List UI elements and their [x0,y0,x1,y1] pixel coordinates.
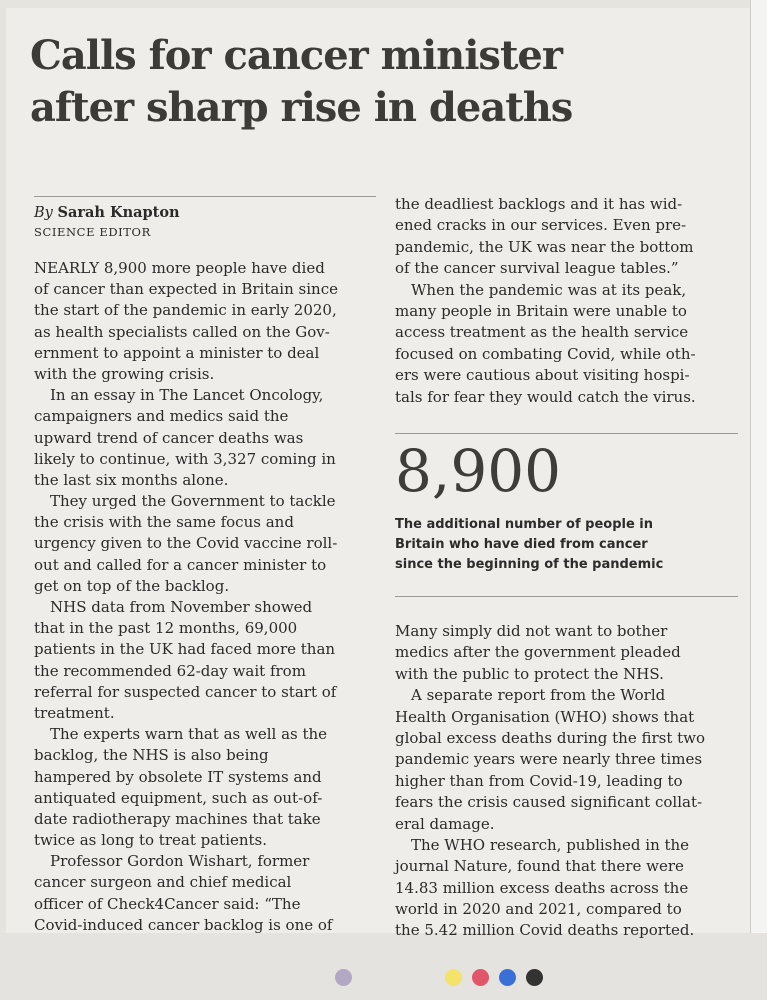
text-line: In an essay in The Lancet Oncology, [50,386,324,405]
byline [34,203,379,223]
author-role: SCIENCE EDITOR [34,225,151,239]
byline-divider [34,196,376,197]
text-line: the deadliest backlogs and it has wid- [395,195,683,213]
text-line: of cancer than expected in Britain since [34,280,338,299]
text-line: of the cancer survival league tables.” [395,259,679,278]
callout-number: 8,900 [395,437,562,505]
text-line: higher than from Covid-19, leading to [395,771,683,790]
text-line: Health Organisation (WHO) shows that [395,707,695,726]
text-line: tals for fear they would catch the virus. [395,387,696,406]
callout-bottom-divider [395,596,738,597]
text-line: the crisis with the same focus and [34,513,294,532]
headline [30,30,730,134]
text-line: with the growing crisis. [34,364,215,383]
text-line: campaigners and medics said the [34,407,289,426]
text-line: as health specialists called on the Gov- [34,322,330,341]
text-line: hampered by obsolete IT systems and [34,767,322,786]
text-line: The WHO research, published in the [411,835,690,854]
text-line: that in the past 12 months, 69,000 [34,619,298,638]
text-line: global excess deaths during the first two [395,728,706,747]
text-line: access treatment as the health service [395,323,689,342]
text-line: with the public to protect the NHS. [395,664,664,683]
text-line: ers were cautious about visiting hospi- [395,366,690,385]
callout-caption-line: Britain who have died from cancer [395,537,648,552]
text-line: NHS data from November showed [50,598,313,616]
registration-dot [499,969,516,986]
text-line: medics after the government pleaded [395,643,681,662]
text-line: pandemic, the UK was near the bottom [395,237,694,256]
text-line: pandemic years were nearly three times [395,750,703,769]
text-line: fears the crisis caused significant collat- [395,793,703,812]
text-line: date radiotherapy machines that take [34,809,321,828]
print-color-registration-bar [335,969,555,987]
byline-prefix: By [34,205,53,221]
text-line: twice as long to treat patients. [34,831,268,850]
text-line: ened cracks in our services. Even pre- [395,216,687,235]
adjacent-page-edge [750,0,767,1000]
text-line: officer of Check4Cancer said: “The [34,894,301,913]
registration-dot [526,969,543,986]
text-line: NEARLY 8,900 more people have died [34,259,325,277]
right-column-bottom [395,621,738,942]
callout-caption-line: The additional number of people in [395,517,654,532]
text-line: referral for suspected cancer to start of [34,682,337,701]
text-line: journal Nature, found that there were [395,857,684,876]
text-line: Covid-induced cancer backlog is one of [34,915,333,934]
text-line: A separate report from the World [411,686,666,705]
text-line: Many simply did not want to bother [395,622,668,640]
text-line: upward trend of cancer deaths was [34,428,304,447]
text-line: the 5.42 million Covid deaths reported. [395,921,695,940]
text-line: world in 2020 and 2021, compared to [395,900,682,919]
text-line: They urged the Government to tackle [50,492,336,511]
text-line: the start of the pandemic in early 2020, [34,301,337,320]
text-line: 14.83 million excess deaths across the [395,878,689,897]
text-line: many people in Britain were unable to [395,301,687,320]
text-line: treatment. [34,703,115,722]
text-line: cancer surgeon and chief medical [34,873,292,892]
text-line: eral damage. [395,814,495,833]
registration-dot [472,969,489,986]
text-line: get on top of the backlog. [34,576,230,595]
text-line: Professor Gordon Wishart, former [50,852,310,871]
text-line: patients in the UK had faced more than [34,640,336,659]
text-line: the last six months alone. [34,470,229,489]
headline-line: Calls for cancer minister [30,32,562,79]
callout-top-divider [395,433,738,434]
text-line: ernment to appoint a minister to deal [34,343,320,362]
right-column-top [395,194,738,408]
text-line: backlog, the NHS is also being [34,746,269,765]
page-margin-strip [0,933,767,1000]
text-line: out and called for a cancer minister to [34,555,327,574]
text-line: The experts warn that as well as the [50,725,328,744]
text-line: urgency given to the Covid vaccine roll- [34,534,338,553]
text-line: the recommended 62-day wait from [34,661,306,680]
registration-dot [335,969,352,986]
left-column [34,258,376,936]
registration-dot [445,969,462,986]
text-line: When the pandemic was at its peak, [411,280,687,299]
text-line: focused on combating Covid, while oth- [395,344,696,363]
callout-caption-line: since the beginning of the pandemic [395,557,664,572]
headline-line: after sharp rise in deaths [30,84,573,131]
author-name: Sarah Knapton [57,204,180,221]
text-line: likely to continue, with 3,327 coming in [34,449,336,468]
text-line: antiquated equipment, such as out-of- [34,788,323,807]
callout-caption [395,515,735,575]
